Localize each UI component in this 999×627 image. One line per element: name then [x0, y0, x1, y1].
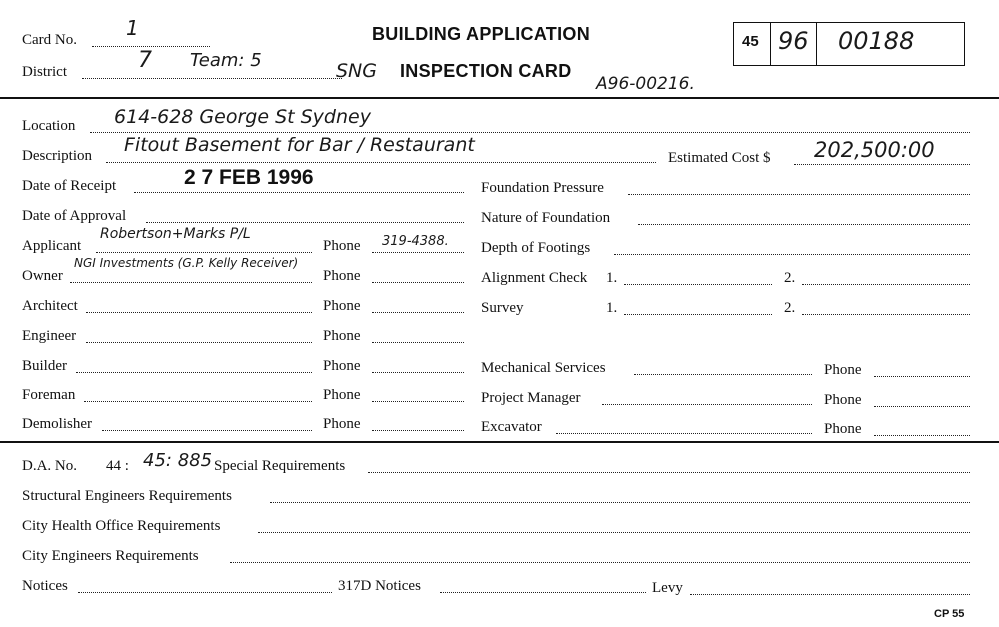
location-value[interactable]: 614-628 George St Sydney — [114, 106, 371, 128]
estimated-cost-line — [794, 164, 970, 165]
project-manager-label: Project Manager — [481, 390, 581, 406]
nature-of-foundation-label: Nature of Foundation — [481, 210, 611, 226]
levy-line — [690, 594, 970, 595]
demolisher-phone-label: Phone — [323, 416, 361, 432]
levy-label: Levy — [652, 580, 683, 596]
survey-1-line — [624, 314, 772, 315]
file-prefix: 45 — [742, 33, 759, 50]
district-line — [82, 78, 342, 79]
description-value[interactable]: Fitout Basement for Bar / Restaurant — [124, 134, 475, 156]
notices-317d-label: 317D Notices — [338, 578, 421, 594]
structural-engineers-line — [270, 502, 970, 503]
depth-of-footings-label: Depth of Footings — [481, 240, 591, 256]
engineer-line — [86, 342, 312, 343]
team-value: Team: 5 — [190, 50, 262, 71]
demolisher-label: Demolisher — [22, 416, 92, 432]
file-number[interactable]: 00188 — [838, 27, 915, 55]
applicant-value[interactable]: Robertson+Marks P/L — [100, 226, 251, 242]
owner-label: Owner — [22, 268, 63, 284]
special-requirements-line — [368, 472, 970, 473]
excavator-label: Excavator — [481, 419, 542, 435]
project-manager-line — [602, 404, 812, 405]
special-requirements-label: Special Requirements — [214, 458, 346, 474]
card-no-label: Card No. — [22, 32, 77, 48]
mechanical-services-phone-label: Phone — [824, 362, 862, 378]
middle-rule — [0, 441, 999, 443]
notices-line — [78, 592, 332, 593]
description-line — [106, 162, 656, 163]
card-no-value[interactable]: 1 — [126, 16, 139, 40]
builder-line — [76, 372, 312, 373]
foreman-line — [84, 401, 312, 402]
engineer-phone-label: Phone — [323, 328, 361, 344]
foundation-pressure-line — [628, 194, 970, 195]
date-of-receipt-line — [134, 192, 464, 193]
owner-line — [70, 282, 312, 283]
owner-phone-label: Phone — [323, 268, 361, 284]
survey-2-label: 2. — [784, 300, 796, 316]
date-of-approval-line — [146, 222, 464, 223]
header-rule — [0, 97, 999, 99]
owner-phone-line — [372, 282, 464, 283]
structural-engineers-label: Structural Engineers Requirements — [22, 488, 232, 504]
foreman-label: Foreman — [22, 387, 76, 403]
form-title-line1: BUILDING APPLICATION — [372, 24, 590, 44]
notices-317d-line — [440, 592, 646, 593]
estimated-cost-label: Estimated Cost $ — [668, 150, 771, 166]
mechanical-services-phone-line — [874, 376, 970, 377]
city-engineers-label: City Engineers Requirements — [22, 548, 199, 564]
date-of-receipt-stamp[interactable]: 2 7 FEB 1996 — [184, 166, 314, 189]
applicant-phone-line — [372, 252, 464, 253]
form-code: CP 55 — [934, 608, 965, 620]
builder-phone-label: Phone — [323, 358, 361, 374]
district-value[interactable]: 7 — [138, 48, 152, 73]
inspector-initials: SNG — [336, 60, 377, 82]
alignment-check-2-line — [802, 284, 970, 285]
owner-value[interactable]: NGI Investments (G.P. Kelly Receiver) — [74, 256, 299, 270]
architect-phone-line — [372, 312, 464, 313]
file-box-divider — [816, 23, 817, 65]
engineer-label: Engineer — [22, 328, 77, 344]
file-number-box — [733, 22, 965, 66]
excavator-phone-label: Phone — [824, 421, 862, 437]
city-health-label: City Health Office Requirements — [22, 518, 221, 534]
foundation-pressure-label: Foundation Pressure — [481, 180, 604, 196]
da-no-label: D.A. No. — [22, 458, 77, 474]
foreman-phone-label: Phone — [323, 387, 361, 403]
engineer-phone-line — [372, 342, 464, 343]
city-engineers-line — [230, 562, 970, 563]
applicant-phone-value[interactable]: 319-4388. — [382, 234, 449, 249]
alignment-check-1-line — [624, 284, 772, 285]
applicant-label: Applicant — [22, 238, 82, 254]
notices-label: Notices — [22, 578, 68, 594]
applicant-phone-label: Phone — [323, 238, 361, 254]
location-line — [90, 132, 970, 133]
foreman-phone-line — [372, 401, 464, 402]
architect-phone-label: Phone — [323, 298, 361, 314]
da-no-prefix: 44 : — [106, 458, 129, 474]
mechanical-services-line — [634, 374, 812, 375]
alignment-check-2-label: 2. — [784, 270, 796, 286]
demolisher-phone-line — [372, 430, 464, 431]
survey-label: Survey — [481, 300, 524, 316]
excavator-line — [556, 433, 812, 434]
project-manager-phone-line — [874, 406, 970, 407]
survey-1-label: 1. — [606, 300, 618, 316]
da-no-value[interactable]: 45: 885 — [143, 450, 213, 471]
description-label: Description — [22, 148, 92, 164]
depth-of-footings-line — [614, 254, 970, 255]
estimated-cost-value[interactable]: 202,500:00 — [814, 138, 935, 162]
excavator-phone-line — [874, 435, 970, 436]
alignment-check-1-label: 1. — [606, 270, 618, 286]
application-reference: A96-00216. — [596, 74, 695, 94]
district-label: District — [22, 64, 67, 80]
project-manager-phone-label: Phone — [824, 392, 862, 408]
date-of-approval-label: Date of Approval — [22, 208, 127, 224]
architect-line — [86, 312, 312, 313]
city-health-line — [258, 532, 970, 533]
survey-2-line — [802, 314, 970, 315]
form-title-line2: INSPECTION CARD — [400, 61, 572, 81]
mechanical-services-label: Mechanical Services — [481, 360, 606, 376]
card-no-line — [92, 46, 210, 47]
date-of-receipt-label: Date of Receipt — [22, 178, 117, 194]
applicant-line — [96, 252, 312, 253]
nature-of-foundation-line — [638, 224, 970, 225]
file-box-divider — [770, 23, 771, 65]
location-label: Location — [22, 118, 76, 134]
builder-label: Builder — [22, 358, 67, 374]
builder-phone-line — [372, 372, 464, 373]
alignment-check-label: Alignment Check — [481, 270, 588, 286]
demolisher-line — [102, 430, 312, 431]
file-year[interactable]: 96 — [778, 27, 809, 55]
architect-label: Architect — [22, 298, 78, 314]
